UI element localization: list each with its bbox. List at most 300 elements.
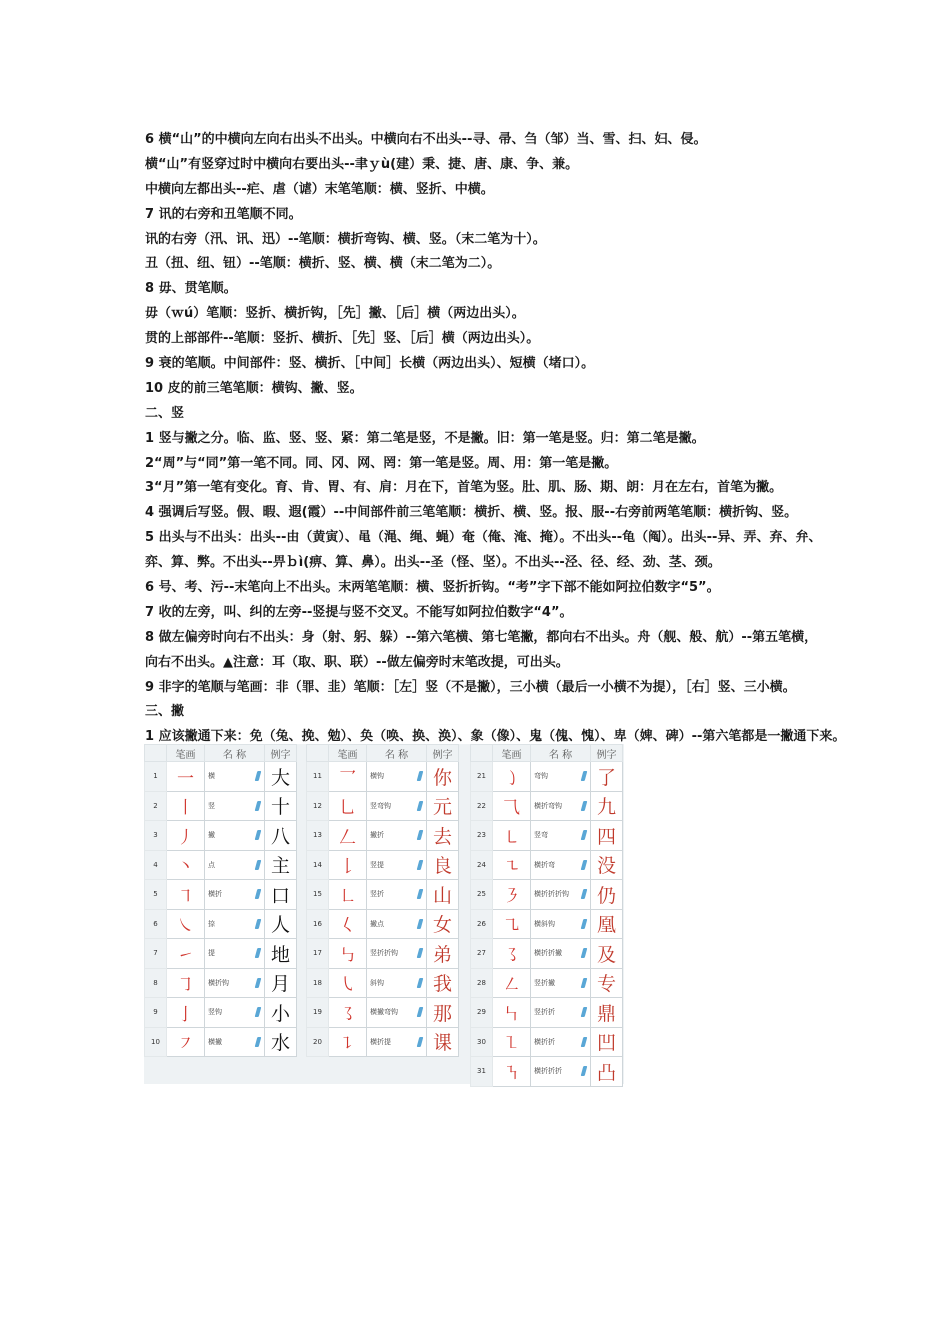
stroke-name-text: 横折提 [370, 1037, 391, 1046]
stroke-glyph-text: 一 [177, 768, 194, 789]
stroke-name-text: 竖 [208, 801, 215, 810]
example-char-text: 口 [270, 884, 290, 907]
stroke-glyph-text: ㇇ [177, 1034, 194, 1055]
table-row [307, 791, 459, 821]
stroke-name [205, 909, 265, 939]
row-number [145, 939, 167, 969]
row-number-text: 29 [477, 1008, 486, 1017]
example-char [265, 1027, 297, 1057]
row-number [307, 968, 329, 998]
row-number [471, 850, 493, 880]
stroke-glyph-text: 丿 [177, 827, 194, 848]
table-header-cell: 例字 [265, 745, 297, 762]
row-number [145, 762, 167, 792]
stroke-glyph-text: ㇊ [339, 1034, 356, 1055]
example-char [265, 762, 297, 792]
stroke-name-text: 横折折折钩 [534, 890, 569, 899]
text-line: 1 应该撇通下来：免（兔、挽、勉）、奂（唤、换、涣）、象（像）、鬼（傀、愧）、卑（婢、碑）--第六笔都是一撇通下来。 [145, 729, 846, 745]
example-char [591, 998, 623, 1028]
example-char-text: 山 [432, 884, 452, 907]
row-number [145, 821, 167, 851]
example-char-text: 九 [596, 796, 616, 819]
stroke-glyph [493, 821, 531, 851]
example-char [427, 850, 459, 880]
stroke-name [205, 791, 265, 821]
table-header-cell: 例字 [591, 745, 623, 762]
example-char-text: 课 [432, 1032, 452, 1055]
example-char-text: 元 [432, 796, 452, 819]
example-char-text: 专 [596, 973, 616, 996]
stroke-glyph [329, 821, 367, 851]
text-line: 毋（ｗú）笔顺：竖折、横折钩，［先］撇、［后］横（两边出头）。 [145, 306, 525, 322]
stroke-name-text: 横折 [208, 890, 222, 899]
text-line: 10 皮的前三笔笔顺：横钩、撇、竖。 [145, 380, 363, 396]
row-number [471, 998, 493, 1028]
table-row [145, 880, 297, 910]
row-number-text: 14 [313, 860, 322, 869]
text-line: 8 毋、贯笔顺。 [145, 281, 237, 297]
example-char [591, 909, 623, 939]
table-row [145, 1027, 297, 1057]
stroke-name [531, 791, 591, 821]
stroke-name-text: 横折折 [534, 1037, 555, 1046]
example-char-text: 鼎 [596, 1002, 616, 1025]
table-row [471, 880, 623, 910]
table-row [471, 998, 623, 1028]
stroke-tables-image [144, 744, 624, 1084]
section-heading: 三、撇 [145, 704, 185, 720]
text-line: 讯的右旁（汛、讯、迅）--笔顺：横折弯钩、横、竖。（末二笔为十）。 [145, 231, 546, 247]
stroke-name [367, 850, 427, 880]
stroke-glyph-text: 丶 [177, 857, 194, 878]
pen-icon [581, 889, 588, 899]
stroke-glyph [493, 762, 531, 792]
table-header-cell: 笔画 [329, 745, 367, 762]
text-line: 3“月”第一笔有变化。育、肯、胃、有、肩：月在下，首笔为竖。肚、肌、肠、期、朗：月在左右，首笔为撇。 [145, 480, 783, 496]
stroke-glyph [493, 1057, 531, 1087]
stroke-table-3 [470, 744, 623, 1087]
row-number-text: 16 [313, 919, 322, 928]
stroke-name-text: 竖弯 [534, 831, 548, 840]
table-row [471, 791, 623, 821]
stroke-name-text: 竖折折钩 [370, 949, 398, 958]
example-char-text: 月 [270, 973, 290, 996]
stroke-glyph [167, 791, 205, 821]
stroke-glyph-text: 亅 [177, 1004, 194, 1025]
table-row [471, 909, 623, 939]
row-number-text: 24 [477, 860, 486, 869]
pen-icon [255, 978, 262, 988]
example-char [591, 939, 623, 969]
pen-icon [581, 1037, 588, 1047]
example-char-text: 四 [596, 825, 616, 848]
row-number [471, 1057, 493, 1087]
stroke-glyph [493, 1027, 531, 1057]
stroke-name-text: 横 [208, 772, 215, 781]
stroke-name [205, 850, 265, 880]
stroke-glyph [493, 880, 531, 910]
stroke-name [367, 791, 427, 821]
example-char-text: 凹 [596, 1032, 616, 1055]
row-number [307, 880, 329, 910]
stroke-glyph [493, 968, 531, 998]
text-line: 向右不出头。▲注意：耳（取、职、联）--做左偏旁时末笔改提，可出头。 [145, 654, 569, 670]
stroke-glyph [167, 968, 205, 998]
stroke-glyph [493, 791, 531, 821]
table-row [307, 880, 459, 910]
stroke-glyph-text: ㇀ [177, 945, 194, 966]
stroke-name-text: 横钩 [370, 772, 384, 781]
stroke-glyph [167, 939, 205, 969]
stroke-name [531, 968, 591, 998]
text-line: 贯的上部部件--笔顺：竖折、横折、［先］竖、［后］横（两边出头）。 [145, 331, 540, 347]
text-line: 横“山”有竖穿过时中横向右要出头--聿ｙù(建）秉、捷、唐、康、争、兼。 [145, 156, 579, 172]
stroke-glyph [167, 880, 205, 910]
example-char-text: 那 [432, 1002, 452, 1025]
stroke-name-text: 撇 [208, 831, 215, 840]
example-char [591, 880, 623, 910]
table-row [307, 1027, 459, 1057]
table-header-row [471, 745, 623, 762]
example-char [591, 762, 623, 792]
row-number-text: 13 [313, 831, 322, 840]
row-number [307, 939, 329, 969]
row-number-text: 3 [153, 831, 158, 840]
row-number-text: 10 [151, 1037, 160, 1046]
stroke-name-text: 竖折 [370, 890, 384, 899]
table-row [471, 1057, 623, 1087]
stroke-glyph [329, 968, 367, 998]
pen-icon [255, 889, 262, 899]
row-number [307, 909, 329, 939]
example-char [427, 968, 459, 998]
example-char [265, 939, 297, 969]
example-char-text: 去 [432, 825, 452, 848]
example-char [427, 939, 459, 969]
header-blank [471, 745, 493, 762]
table-row [145, 850, 297, 880]
example-char-text: 了 [596, 766, 616, 789]
example-char-text: 十 [270, 796, 290, 819]
stroke-table-1 [144, 744, 297, 1057]
stroke-name [531, 1027, 591, 1057]
stroke-name [205, 968, 265, 998]
row-number [471, 939, 493, 969]
example-char-text: 地 [270, 943, 290, 966]
stroke-glyph-text: 𠄌 [339, 857, 356, 878]
text-line: 弈、算、弊。不出头--畀ｂì(痹、算、鼻）。出头--圣（怪、坚）。不出头--泾、径、经、劲、茎、颈。 [145, 555, 721, 571]
stroke-name [205, 998, 265, 1028]
example-char-text: 水 [270, 1032, 290, 1055]
table-row [145, 909, 297, 939]
row-number-text: 8 [153, 978, 158, 987]
pen-icon [581, 1007, 588, 1017]
table-row [307, 762, 459, 792]
table-header-cell: 名 称 [205, 745, 265, 762]
row-number [471, 968, 493, 998]
stroke-name [531, 880, 591, 910]
stroke-name-text: 横折弯钩 [534, 801, 562, 810]
stroke-glyph-text: ㇄ [503, 827, 520, 848]
pen-icon [255, 830, 262, 840]
stroke-glyph-text: 乛 [339, 768, 356, 789]
pen-icon [255, 948, 262, 958]
stroke-glyph-text: 𡿨 [339, 916, 356, 937]
article-text [145, 128, 846, 750]
stroke-glyph [329, 850, 367, 880]
stroke-glyph-text: ⺄ [503, 798, 520, 819]
pen-icon [581, 771, 588, 781]
stroke-name-text: 横折弯 [534, 860, 555, 869]
table-header-cell: 笔画 [167, 745, 205, 762]
stroke-name [367, 968, 427, 998]
example-char-text: 凰 [596, 914, 616, 937]
stroke-glyph-text: ㇉ [339, 945, 356, 966]
row-number [307, 821, 329, 851]
stroke-name-text: 竖提 [370, 860, 384, 869]
stroke-glyph [329, 939, 367, 969]
table-row [471, 821, 623, 851]
row-number [471, 880, 493, 910]
table-row [145, 821, 297, 851]
stroke-glyph-text: 丨 [177, 798, 194, 819]
example-char-text: 八 [270, 825, 290, 848]
row-number-text: 9 [153, 1008, 158, 1017]
text-line: 丑（扭、纽、钮）--笔顺：横折、竖、横、横（末二笔为二）。 [145, 256, 501, 272]
pen-icon [417, 919, 424, 929]
stroke-name [205, 1027, 265, 1057]
stroke-name [531, 850, 591, 880]
table-row [307, 850, 459, 880]
example-char-text: 及 [596, 943, 616, 966]
row-number [307, 998, 329, 1028]
text-line: 4 强调后写竖。假、暇、遐(霞）--中间部件前三笔笔顺：横折、横、竖。报、服--右旁前两笔笔顺：横折钩、竖。 [145, 505, 798, 521]
stroke-name [367, 821, 427, 851]
example-char [265, 998, 297, 1028]
table-row [471, 762, 623, 792]
example-char-text: 大 [270, 766, 290, 789]
table-row [307, 968, 459, 998]
pen-icon [417, 1007, 424, 1017]
row-number [145, 880, 167, 910]
row-number-text: 11 [313, 772, 322, 781]
pen-icon [417, 889, 424, 899]
table-row [145, 939, 297, 969]
table-header-row [145, 745, 297, 762]
header-blank [307, 745, 329, 762]
example-char-text: 弟 [432, 943, 452, 966]
row-number-text: 23 [477, 831, 486, 840]
stroke-name [205, 821, 265, 851]
stroke-glyph-text: ㇞ [503, 1004, 520, 1025]
example-char [265, 850, 297, 880]
text-line: 7 收的左旁，叫、纠的左旁--竖提与竖不交叉。不能写如阿拉伯数字“4”。 [145, 604, 573, 620]
stroke-name [367, 939, 427, 969]
table-header-cell: 名 称 [531, 745, 591, 762]
pen-icon [255, 1007, 262, 1017]
stroke-name-text: 竖折折 [534, 1008, 555, 1017]
stroke-name-text: 弯钩 [534, 772, 548, 781]
table-header-row [307, 745, 459, 762]
stroke-name [531, 762, 591, 792]
row-number-text: 4 [153, 860, 158, 869]
row-number-text: 22 [477, 801, 486, 810]
stroke-glyph-text: ㇗ [339, 886, 356, 907]
row-number-text: 6 [153, 919, 158, 928]
row-number [471, 821, 493, 851]
stroke-name-text: 横撇弯钩 [370, 1008, 398, 1017]
example-char [265, 791, 297, 821]
text-line: 1 竖与撇之分。临、监、竖、竖、紧：第二笔是竖，不是撇。旧：第一笔是竖。归：第二笔是撇。 [145, 430, 705, 446]
pen-icon [417, 860, 424, 870]
stroke-glyph [493, 939, 531, 969]
pen-icon [581, 801, 588, 811]
table-row [145, 791, 297, 821]
example-char-text: 良 [432, 855, 452, 878]
row-number [307, 1027, 329, 1057]
example-char-text: 我 [432, 973, 452, 996]
stroke-name-text: 竖钩 [208, 1008, 222, 1017]
example-char [265, 909, 297, 939]
stroke-glyph-text: ㇕ [177, 886, 194, 907]
row-number-text: 27 [477, 949, 486, 958]
table-row [471, 850, 623, 880]
stroke-glyph [329, 762, 367, 792]
example-char-text: 没 [596, 855, 616, 878]
example-char [265, 821, 297, 851]
table-row [307, 998, 459, 1028]
stroke-table-2 [306, 744, 459, 1057]
header-blank [145, 745, 167, 762]
row-number [307, 762, 329, 792]
stroke-glyph-text: ㇏ [177, 916, 194, 937]
row-number [145, 909, 167, 939]
stroke-glyph [167, 762, 205, 792]
text-line: 9 非字的笔顺与笔画：非（罪、韭）笔顺：［左］竖（不是撇），三小横（最后一小横不为提），［右］竖、三小横。 [145, 679, 796, 695]
text-line: 6 号、考、污--末笔向上不出头。末两笔笔顺：横、竖折折钩。“考”字下部不能如阿拉伯数字“5”。 [145, 580, 720, 596]
pen-icon [417, 801, 424, 811]
example-char [427, 909, 459, 939]
pen-icon [581, 860, 588, 870]
row-number [471, 909, 493, 939]
example-char [427, 762, 459, 792]
example-char [591, 821, 623, 851]
table-row [471, 1027, 623, 1057]
pen-icon [255, 860, 262, 870]
row-number [471, 762, 493, 792]
stroke-glyph [167, 998, 205, 1028]
pen-icon [581, 830, 588, 840]
example-char-text: 凸 [596, 1061, 616, 1084]
example-char [427, 791, 459, 821]
row-number-text: 7 [153, 949, 158, 958]
stroke-glyph [329, 909, 367, 939]
stroke-name [367, 880, 427, 910]
example-char [427, 998, 459, 1028]
pen-icon [581, 1066, 588, 1076]
text-line: 中横向左都出头--疟、虐（谑）末笔笔顺：横、竖折、中横。 [145, 181, 494, 197]
stroke-glyph-text: ㇅ [503, 1034, 520, 1055]
row-number-text: 28 [477, 978, 486, 987]
stroke-name-text: 撇折 [370, 831, 384, 840]
example-char-text: 小 [270, 1002, 290, 1025]
stroke-name [531, 1057, 591, 1087]
pen-icon [581, 948, 588, 958]
example-char [591, 1027, 623, 1057]
row-number-text: 17 [313, 949, 322, 958]
stroke-glyph-text: ㇁ [503, 768, 520, 789]
stroke-name [367, 909, 427, 939]
stroke-name-text: 捺 [208, 919, 215, 928]
stroke-name [205, 939, 265, 969]
row-number-text: 31 [477, 1067, 486, 1076]
stroke-glyph [167, 1027, 205, 1057]
stroke-name-text: 斜钩 [370, 978, 384, 987]
example-char [591, 791, 623, 821]
row-number-text: 21 [477, 772, 486, 781]
example-char [265, 880, 297, 910]
stroke-name-text: 竖折撇 [534, 978, 555, 987]
example-char-text: 主 [270, 855, 290, 878]
stroke-name-text: 横撇 [208, 1037, 222, 1046]
stroke-glyph-text: 乚 [339, 798, 356, 819]
stroke-name [205, 762, 265, 792]
text-line: 7 讯的右旁和丑笔顺不同。 [145, 206, 302, 222]
table-row [471, 939, 623, 969]
stroke-glyph [329, 880, 367, 910]
example-char-text: 人 [270, 914, 290, 937]
stroke-glyph-text: ㇌ [503, 945, 520, 966]
row-number [307, 791, 329, 821]
row-number [145, 1027, 167, 1057]
example-char [265, 968, 297, 998]
example-char-text: 你 [432, 766, 452, 789]
stroke-name [367, 1027, 427, 1057]
row-number-text: 5 [153, 890, 158, 899]
pen-icon [417, 1037, 424, 1047]
pen-icon [417, 771, 424, 781]
row-number-text: 25 [477, 890, 486, 899]
stroke-name-text: 提 [208, 949, 215, 958]
table-row [307, 821, 459, 851]
stroke-name [531, 821, 591, 851]
example-char [591, 968, 623, 998]
pen-icon [255, 771, 262, 781]
table-header-cell: 例字 [427, 745, 459, 762]
stroke-glyph-text: ㇂ [339, 975, 356, 996]
stroke-glyph [493, 909, 531, 939]
stroke-glyph-text: ㇆ [177, 975, 194, 996]
stroke-glyph-text: 𠃋 [339, 827, 356, 848]
example-char [591, 1057, 623, 1087]
stroke-name [367, 762, 427, 792]
stroke-name [367, 998, 427, 1028]
example-char [591, 850, 623, 880]
example-char [427, 1027, 459, 1057]
table-row [145, 968, 297, 998]
stroke-name-text: 横折折撇 [534, 949, 562, 958]
stroke-name-text: 点 [208, 860, 215, 869]
stroke-name [531, 998, 591, 1028]
stroke-glyph-text: ㇜ [503, 975, 520, 996]
stroke-name [531, 939, 591, 969]
stroke-glyph [167, 909, 205, 939]
row-number [471, 791, 493, 821]
text-line: 2“周”与“同”第一笔不同。同、冈、网、罔：第一笔是竖。周、用：第一笔是撇。 [145, 455, 618, 471]
section-heading: 二、竖 [145, 405, 185, 421]
row-number-text: 12 [313, 801, 322, 810]
pen-icon [417, 830, 424, 840]
